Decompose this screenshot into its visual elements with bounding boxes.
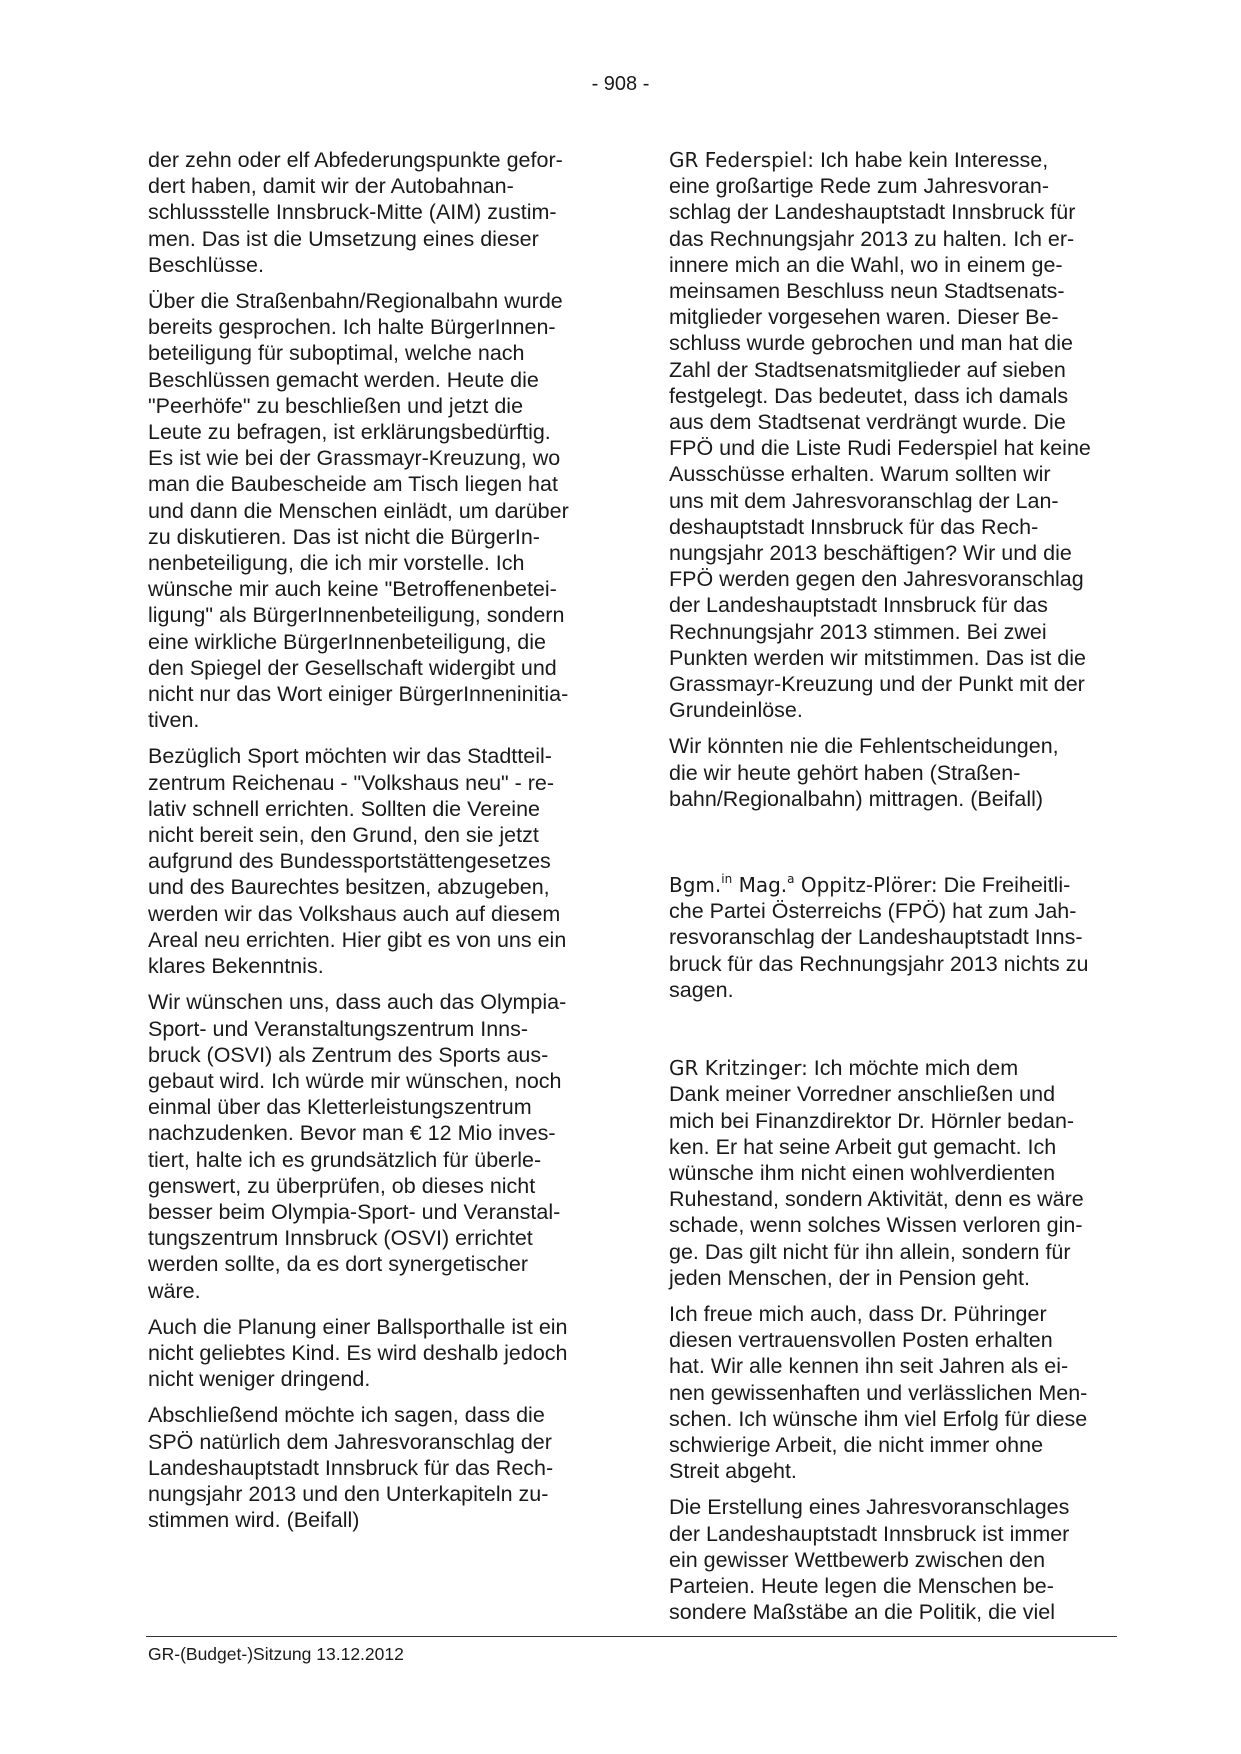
- speaker-title-suffix: in: [721, 872, 733, 887]
- left-column: [148, 147, 603, 1543]
- speaker-name: [669, 873, 938, 897]
- paragraph: Über die Straßenbahn/Regionalbahn wurde bereits gesprochen. Ich halte BürgerInnen- beteiligung für suboptimal, welche nach Beschlüssen gemacht werden. Heute die "Peerhöfe" zu beschließen und jetzt die Leute zu befragen, ist erklärungsbedürftig. Es ist wie bei der Grassmayr-Kreuzung, wo man die Baubescheide am Tisch liegen hat und dann die Menschen einlädt, um darüber zu diskutieren. Das ist nicht die BürgerIn- nenbeteiligung, die ich mir vorstelle. Ich wünsche mir auch keine "Betroffenenbetei- ligung" als BürgerInnenbeteiligung, sondern eine wirkliche BürgerInnenbeteiligung, die den Spiegel der Gesellschaft widergibt und nicht nur das Wort einiger BürgerInneninitia- tiven.: [148, 289, 569, 733]
- speaker-name: GR Kritzinger:: [669, 1056, 808, 1081]
- speaker-degree: Mag.: [732, 873, 788, 898]
- right-column: [669, 147, 1124, 1635]
- footer-divider: [146, 1636, 1117, 1637]
- paragraph: Ich freue mich auch, dass Dr. Pühringer diesen vertrauensvollen Posten erhalten hat. Wir alle kennen ihn seit Jahren als ei- nen gewissenhaften und verlässlichen Men- schen. Ich wünsche ihm viel Erfolg für diese schwierige Arbeit, die nicht immer ohne Streit abgeht.: [669, 1301, 1088, 1484]
- kritzinger-statement: [669, 1055, 1124, 1291]
- paragraph: Wir wünschen uns, dass auch das Olympia- Sport- und Veranstaltungszentrum Inns- bruck (OSVI) als Zentrum des Sports aus- gebaut wird. Ich würde mir wünschen, noch einmal über das Kletterleistungszentrum nachzudenken. Bevor man € 12 Mio inves- tiert, halte ich es grundsätzlich für überle- genswert, zu überprüfen, ob dieses nicht besser beim Olympia-Sport- und Veranstal- tungszentrum Innsbruck (OSVI) errichtet werden sollte, da es dort synergetischer wäre.: [148, 990, 567, 1303]
- paragraph: Wir könnten nie die Fehlentscheidungen, die wir heute gehört haben (Straßen- bahn/Regionalbahn) mittragen. (Beifall): [669, 734, 1059, 811]
- footer: GR-(Budget-)Sitzung 13.12.2012: [148, 1644, 404, 1664]
- paragraph: Auch die Planung einer Ballsporthalle ist ein nicht geliebtes Kind. Es wird deshalb jedoch nicht weniger dringend.: [148, 1314, 568, 1392]
- speaker-title: Bgm.: [669, 873, 722, 898]
- statement-text: Ich habe kein Interesse, eine großartige Rede zum Jahresvoran- schlag der Landeshauptstadt Innsbruck für das Rechnungsjahr 2013 zu halten. Ich er- innere mich an die Wahl, wo in einem ge- meinsamen Beschluss neun Stadtsenats- mitglieder vorgesehen waren. Dieser Be- schluss wurde gebrochen und man hat die Zahl der Stadtsenatsmitglieder auf sieben festgelegt. Das bedeutet, dass ich damals aus dem Stadtsenat verdrängt wurde. Die FPÖ und die Liste Rudi Federspiel hat keine Ausschüsse erhalten. Warum sollten wir uns mit dem Jahresvoranschlag der Lan- deshauptstadt Innsbruck für das Rech- nungsjahr 2013 beschäftigen? Wir und die FPÖ werden gegen den Jahresvoranschlag der Landeshauptstadt Innsbruck für das Rechnungsjahr 2013 stimmen. Bei zwei Punkten werden wir mitstimmen. Das ist die Grassmayr-Kreuzung und der Punkt mit der Grundeinlöse.: [669, 148, 1091, 723]
- paragraph: Die Erstellung eines Jahresvoranschlages der Landeshauptstadt Innsbruck ist immer ein gewisser Wettbewerb zwischen den Parteien. Heute legen die Menschen be- sondere Maßstäbe an die Politik, die viel: [669, 1495, 1070, 1625]
- page-number: - 908 -: [591, 73, 650, 95]
- statement-text: Die Freiheitli- che Partei Österreichs (FPÖ) hat zum Jah- resvoranschlag der Landeshauptstadt Inns- bruck für das Rechnungsjahr 2013 nichts zu sagen.: [669, 873, 1089, 1002]
- paragraph: Abschließend möchte ich sagen, dass die SPÖ natürlich dem Jahresvoranschlag der Landeshauptstadt Innsbruck für das Rech- nungsjahr 2013 und den Unterkapiteln zu- stimmen wird. (Beifall): [148, 1403, 554, 1533]
- oppitz-statement: [669, 872, 1124, 1003]
- paragraph: Bezüglich Sport möchten wir das Stadtteil- zentrum Reichenau - "Volkshaus neu" - re- lativ schnell errichten. Sollten die Vereine nicht bereit sein, den Grund, den sie jetzt aufgrund des Bundessportstättengesetzes und des Baurechtes besitzen, abzugeben, werden wir das Volkshaus auch auf diesem Areal neu errichten. Hier gibt es von uns ein klares Bekenntnis.: [148, 744, 567, 979]
- statement-text: Ich möchte mich dem Dank meiner Vorredner anschließen und mich bei Finanzdirektor Dr. Hörnler bedan- ken. Er hat seine Arbeit gut gemacht. Ich wünsche ihm nicht einen wohlverdienten Ruhestand, sondern Aktivität, denn es wäre schade, wenn solches Wissen verloren gin- ge. Das gilt nicht für ihn allein, sondern für jeden Menschen, der in Pension geht.: [669, 1056, 1084, 1290]
- paragraph: der zehn oder elf Abfederungspunkte gefor- dert haben, damit wir der Autobahnan- schlussstelle Innsbruck-Mitte (AIM) zustim- men. Das ist die Umsetzung eines dieser Beschlüsse.: [148, 148, 563, 277]
- speaker-degree-suffix: a: [787, 872, 795, 887]
- speaker-name: GR Federspiel:: [669, 148, 814, 172]
- speaker-surname: Oppitz-Plörer:: [794, 873, 938, 898]
- federspiel-statement: [669, 147, 1124, 723]
